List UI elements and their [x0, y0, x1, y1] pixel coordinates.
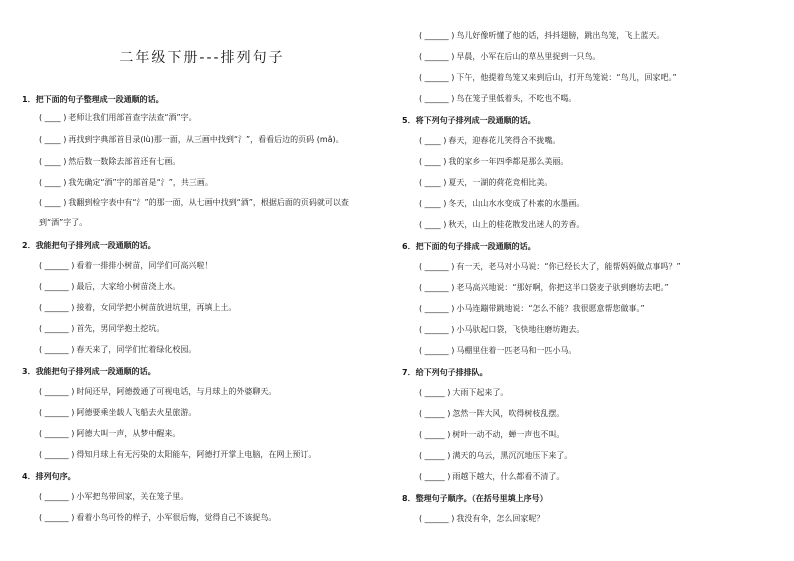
sentence-text: 鸟儿好像听懂了他的话，抖抖翅膀，跳出鸟笼，飞上蓝天。 — [456, 31, 665, 40]
sentence-text: 时间还早，阿德拨通了可视电话，与月球上的外婆聊天。 — [76, 387, 277, 396]
answer-blank[interactable]: ( ____ ) — [419, 220, 447, 229]
sentence-text: 秋天，山上的桂花散发出迷人的芳香。 — [448, 220, 585, 229]
question-heading: 3．我能把句子排列成一段通顺的话。 — [22, 367, 156, 376]
sentence-text: 鸟在笼子里低着头，不吃也不喝。 — [456, 94, 577, 103]
sentence-item — [419, 136, 560, 146]
answer-blank[interactable]: ( ____ ) — [39, 178, 67, 187]
answer-blank[interactable]: ( ______ ) — [419, 283, 455, 292]
sentence-item — [419, 472, 564, 482]
sentence-item — [39, 492, 188, 502]
answer-blank[interactable]: ( _____ ) — [419, 409, 451, 418]
sentence-item — [419, 304, 645, 314]
sentence-text: 得知月球上有无污染的太阳能车，阿德打开掌上电脑，在网上预订。 — [76, 450, 317, 459]
sentence-item — [39, 408, 196, 418]
sentence-item — [39, 303, 236, 313]
sentence-item — [419, 514, 544, 524]
question-heading: 1．把下面的句子整理成一段通顺的话。 — [22, 95, 164, 104]
question-heading: 7．给下列句子排排队。 — [402, 368, 488, 377]
sentence-item — [39, 135, 344, 145]
sentence-text: 我的家乡一年四季都是那么美丽。 — [448, 157, 569, 166]
answer-blank[interactable]: ( ____ ) — [419, 178, 447, 187]
answer-blank[interactable]: ( ______ ) — [419, 514, 455, 523]
sentence-item — [419, 388, 508, 398]
sentence-text: 我先确定“酒”字的部首是“氵”，共三画。 — [68, 178, 213, 187]
question-heading: 2．我能把句子排列成一段通顺的话。 — [22, 241, 156, 250]
answer-blank[interactable]: ( ______ ) — [419, 31, 455, 40]
answer-blank[interactable]: ( ____ ) — [39, 157, 67, 166]
sentence-item — [39, 113, 197, 123]
page-title: 二年级下册---排列句子 — [119, 50, 285, 66]
sentence-item — [39, 282, 180, 292]
answer-blank[interactable]: ( ______ ) — [419, 325, 455, 334]
answer-blank[interactable]: ( _____ ) — [419, 388, 451, 397]
sentence-text: 首先，男同学抱土挖坑。 — [76, 324, 165, 333]
sentence-item — [419, 73, 677, 83]
sentence-text: 然后数一数除去部首还有七画。 — [68, 157, 181, 166]
sentence-item — [39, 178, 213, 188]
answer-blank[interactable]: ( ______ ) — [39, 303, 75, 312]
sentence-item — [39, 157, 180, 167]
sentence-item — [419, 262, 681, 272]
sentence-item — [39, 513, 276, 523]
sentence-item — [419, 52, 600, 62]
sentence-text: 小马驮起口袋，飞快地往磨坊跑去。 — [456, 325, 585, 334]
question-heading: 8．整理句子顺序。（在括号里填上序号） — [402, 494, 548, 503]
answer-blank[interactable]: ( ______ ) — [39, 345, 75, 354]
sentence-item — [419, 31, 664, 41]
sentence-text: 早晨，小军在后山的草丛里捉到一只鸟。 — [456, 52, 601, 61]
answer-blank[interactable]: ( ____ ) — [39, 135, 67, 144]
sentence-text: 春天来了，同学们忙着绿化校园。 — [76, 345, 197, 354]
sentence-item — [419, 325, 584, 335]
answer-blank[interactable]: ( ______ ) — [39, 408, 75, 417]
sentence-text: 满天的乌云，黑沉沉地压下来了。 — [452, 451, 573, 460]
question-heading: 6．把下面的句子排成一段通顺的话。 — [402, 242, 536, 251]
answer-blank[interactable]: ( ____ ) — [39, 113, 67, 122]
sentence-item — [419, 94, 576, 104]
sentence-text: 大雨下起来了。 — [452, 388, 509, 397]
sentence-text: 马棚里住着一匹老马和一匹小马。 — [456, 346, 577, 355]
sentence-item — [39, 450, 316, 460]
answer-blank[interactable]: ( ____ ) — [419, 136, 447, 145]
question-heading: 4．排列句序。 — [22, 472, 76, 481]
sentence-text: 最后，大家给小树苗浇上水。 — [76, 282, 181, 291]
answer-blank[interactable]: ( ____ ) — [39, 198, 67, 207]
sentence-item — [39, 324, 164, 334]
sentence-text: 接着，女同学把小树苗放进坑里，再填上土。 — [76, 303, 237, 312]
sentence-item — [39, 429, 180, 439]
sentence-item — [39, 345, 196, 355]
answer-blank[interactable]: ( ______ ) — [419, 52, 455, 61]
sentence-text: 老马高兴地说：“那好啊，你把这半口袋麦子驮到磨坊去吧。” — [456, 283, 669, 292]
sentence-text: 冬天，山山水水变成了朴素的水墨画。 — [448, 199, 585, 208]
sentence-continuation — [39, 218, 87, 228]
sentence-item — [39, 261, 212, 271]
answer-blank[interactable]: ( ______ ) — [39, 324, 75, 333]
answer-blank[interactable]: ( _____ ) — [419, 451, 451, 460]
answer-blank[interactable]: ( ______ ) — [419, 262, 455, 271]
sentence-text: 我翻到检字表中有“氵”的那一面，从七画中找到“酒”，根据后面的页码就可以查 — [68, 198, 349, 207]
sentence-text: 我没有伞，怎么回家呢？ — [456, 514, 545, 523]
sentence-text: 看着小鸟可怜的样子，小军很后悔，觉得自己不该捉鸟。 — [76, 513, 277, 522]
sentence-item — [419, 451, 572, 461]
answer-blank[interactable]: ( ______ ) — [39, 492, 75, 501]
sentence-item — [419, 178, 552, 188]
sentence-item — [419, 157, 568, 167]
answer-blank[interactable]: ( ______ ) — [39, 513, 75, 522]
sentence-item — [419, 430, 564, 440]
question-heading: 5．将下列句子排列成一段通顺的话。 — [402, 116, 536, 125]
sentence-item — [39, 198, 349, 208]
answer-blank[interactable]: ( ______ ) — [39, 429, 75, 438]
answer-blank[interactable]: ( _____ ) — [419, 430, 451, 439]
sentence-text: 雨越下越大，什么都看不清了。 — [452, 472, 565, 481]
sentence-text: 夏天，一湖的荷花竞相比美。 — [448, 178, 553, 187]
sentence-text: 小马连蹦带跳地说：“怎么不能？我很愿意帮您做事。” — [456, 304, 645, 313]
answer-blank[interactable]: ( ______ ) — [419, 304, 455, 313]
sentence-text: 春天，迎春花儿笑得合不拢嘴。 — [448, 136, 561, 145]
answer-blank[interactable]: ( ______ ) — [419, 94, 455, 103]
sentence-item — [419, 283, 669, 293]
sentence-text: 老师让我们用部首查字法查“酒”字。 — [68, 113, 197, 122]
sentence-item — [39, 387, 276, 397]
answer-blank[interactable]: ( ______ ) — [39, 450, 75, 459]
answer-blank[interactable]: ( ____ ) — [419, 157, 447, 166]
sentence-item — [419, 199, 584, 209]
sentence-item — [419, 346, 576, 356]
answer-blank[interactable]: ( ______ ) — [39, 387, 75, 396]
sentence-text: 到“酒”字了。 — [39, 218, 88, 227]
answer-blank[interactable]: ( ______ ) — [419, 346, 455, 355]
sentence-text: 有一天，老马对小马说：“你已经长大了，能帮妈妈做点事吗？” — [456, 262, 681, 271]
sentence-text: 下午，他提着鸟笼又来到后山，打开鸟笼说：“鸟儿，回家吧。” — [456, 73, 677, 82]
sentence-text: 再找到字典部首目录(lù)那一面，从三画中找到“氵”，看看后边的页码 (mǎ)。 — [68, 135, 344, 144]
sentence-text: 阿德大叫一声，从梦中醒来。 — [76, 429, 181, 438]
answer-blank[interactable]: ( ______ ) — [419, 73, 455, 82]
answer-blank[interactable]: ( _____ ) — [419, 472, 451, 481]
sentence-text: 忽然一阵大风，吹得树枝乱摆。 — [452, 409, 565, 418]
answer-blank[interactable]: ( ______ ) — [39, 261, 75, 270]
sentence-text: 阿德要乘坐载人飞船去火星旅游。 — [76, 408, 197, 417]
answer-blank[interactable]: ( ____ ) — [419, 199, 447, 208]
sentence-text: 看着一排排小树苗，同学们可高兴啦！ — [76, 261, 213, 270]
sentence-text: 树叶一动不动，蝉一声也不叫。 — [452, 430, 565, 439]
sentence-item — [419, 220, 584, 230]
sentence-item — [419, 409, 564, 419]
answer-blank[interactable]: ( ______ ) — [39, 282, 75, 291]
sentence-text: 小军把鸟带回家，关在笼子里。 — [76, 492, 189, 501]
